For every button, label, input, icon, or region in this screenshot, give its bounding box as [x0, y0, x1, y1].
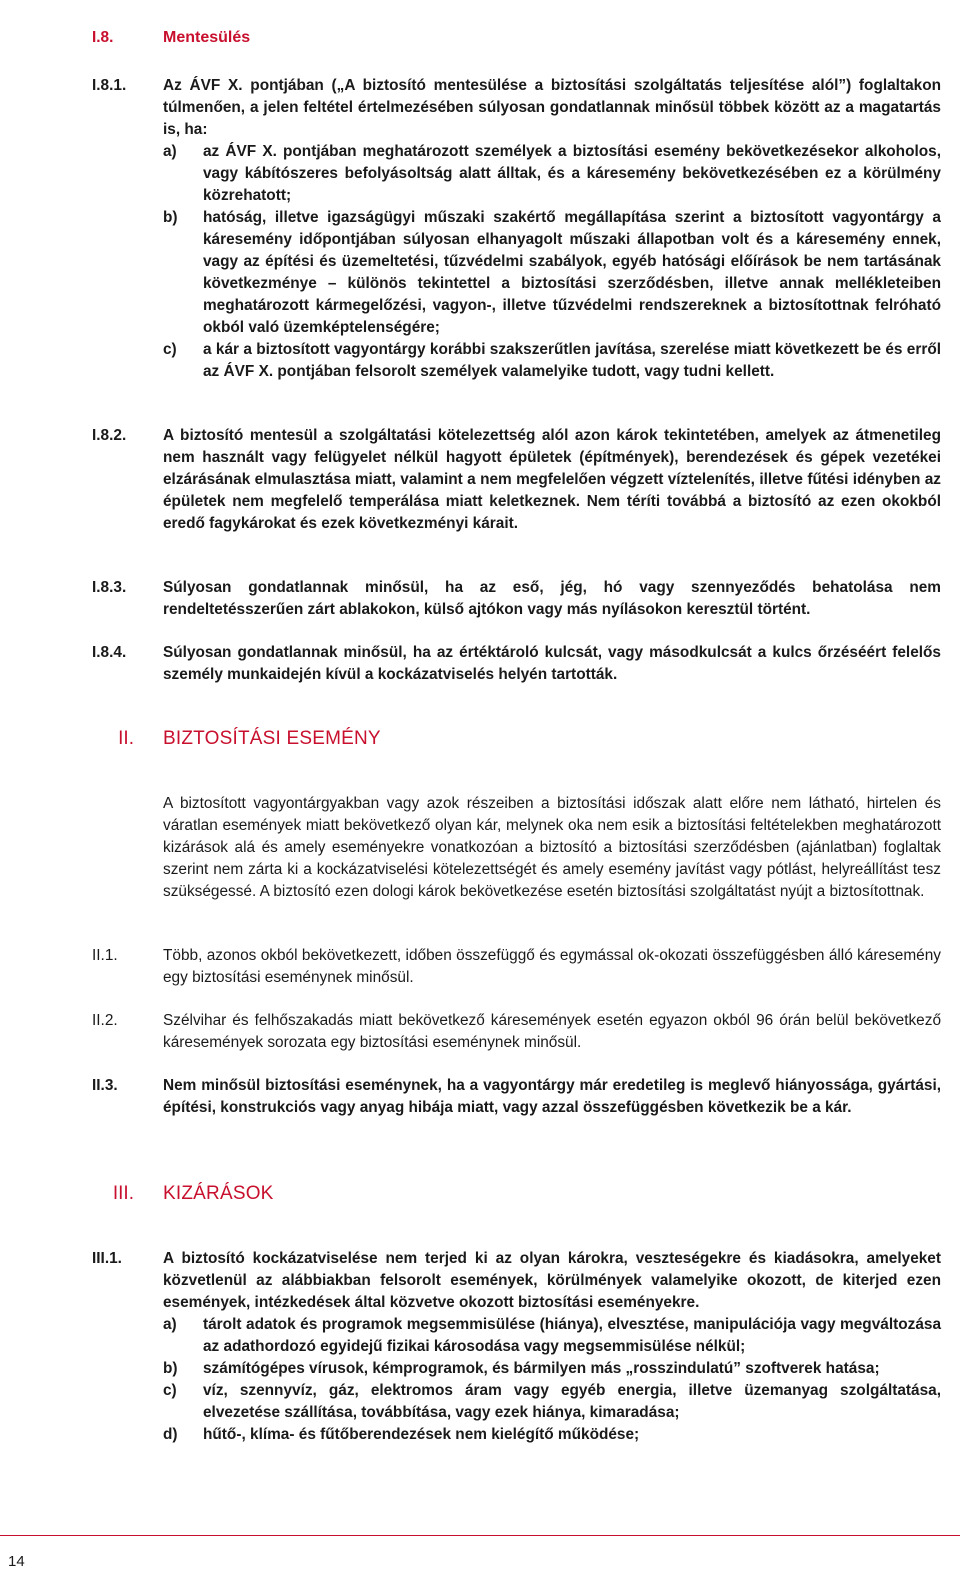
- list-text: hatóság, illetve igazságügyi műszaki szakértő megállapítása szerint a biztosított vagyontárgy a káresemény időpontjában súlyosan elhanyagolt műszaki állapotban volt és a káresemény ennek, vagy az építési és üzemeltetési, tűzvédelmi szabályok, egyéb hatósági előírások be nem tartásának következménye – különös tekintettel a biztosítási szerződésben, illetve annak mellékleteiben meghatározott kármegelőzési, vagyon-, illetve tűzvédelmi rendszereknek a biztosítottnak felróható okból való üzemképtelenségére;: [203, 209, 941, 336]
- list-label: a): [163, 1316, 177, 1333]
- list-text: a kár a biztosított vagyontárgy korábbi szakszerűtlen javítása, szerelése miatt következett be és erről az ÁVF X. pontjában felsorolt személyek valamelyike tudott, vagy tudni kellett.: [203, 341, 941, 380]
- list-item: [163, 1380, 941, 1424]
- paragraph: A biztosított vagyontárgyakban vagy azok részeiben a biztosítási időszak alatt előre nem látható, hirtelen és váratlan események miatt bekövetkező olyan kár, melynek oka nem esik a biztosítási feltételekben meghatározott kizárások alá és amely eseményekre vonatkozóan a biztosító a biztosítási szerződésben (ajánlatban) foglaltak szerint nem zárta ki a kockázatviselési kötelezettségét és amely esemény javítást vagy pótlást, helyreállítást tesz szükségessé. A biztosító ezen dologi károk bekövetkezése esetén biztosítási szolgáltatást nyújt a biztosítottnak.: [163, 795, 941, 900]
- section-title: Mentesülés: [163, 29, 251, 46]
- clause-number: I.8.3.: [92, 579, 127, 596]
- list-item: [163, 1424, 941, 1446]
- page-number: 14: [8, 1553, 25, 1570]
- clause-text: Nem minősül biztosítási eseménynek, ha a vagyontárgy már eredetileg is meglevő hiányossága, gyártási, építési, konstrukciós vagy anyag hibája miatt, vagy azzal összefüggésben következik be a kár.: [163, 1077, 941, 1116]
- section-title: BIZTOSÍTÁSI ESEMÉNY: [163, 728, 381, 749]
- list-item: [163, 1358, 941, 1380]
- section-number: II.: [118, 728, 134, 749]
- clause-text: A biztosító mentesül a szolgáltatási kötelezettség alól azon károk tekintetében, amelyek az átmenetileg nem használt vagy felügyelet nélkül hagyott épületek (építmények), berendezések és gépek vezetékei elzárásának elmulasztása miatt, valamint a nem megfelelően végzett víztelenítés, illetve fűtési idényben az épületek nem megfelelő temperálása miatt keletkeznek. Nem téríti továbbá a biztosító az ezen okokból eredő fagykárokat és ezek következményi kárait.: [163, 427, 941, 532]
- clause-number: I.8.1.: [92, 77, 127, 94]
- list-item: [163, 141, 941, 207]
- clause-body: [163, 75, 941, 383]
- clause-body: [163, 1248, 941, 1446]
- list-label: b): [163, 209, 178, 226]
- list-text: tárolt adatok és programok megsemmisülése (hiánya), elvesztése, manipulációja vagy megváltozása az adathordozó egyidejű fizikai károsodása vagy megsemmisülése nélkül;: [203, 1316, 941, 1355]
- clause-intro: A biztosító kockázatviselése nem terjed ki az olyan károkra, veszteségekre és kiadásokra, amelyeket közvetlenül az alábbiakban felsorolt események, körülmények valamelyike okozott, de kiterjed ezen események, intézkedések által közvetve okozott biztosítási eseményekre.: [163, 1250, 941, 1311]
- list-text: víz, szennyvíz, gáz, elektromos áram vagy egyéb energia, illetve üzemanyag szolgáltatása, elvezetése szállítása, továbbítása, vagy ezek hiánya, kimaradása;: [203, 1382, 941, 1421]
- list-label: a): [163, 143, 177, 160]
- clause-number: II.1.: [92, 947, 118, 964]
- clause-text: Szélvihar és felhőszakadás miatt bekövetkező káresemények esetén egyazon okból 96 órán belül bekövetkező káresemények sorozata egy biztosítási eseménynek minősül.: [163, 1012, 941, 1051]
- clause-text: Több, azonos okból bekövetkezett, időben összefüggő és egymással ok-okozati összefüggésben álló káresemény egy biztosítási eseménynek minősül.: [163, 947, 941, 986]
- clause-number: I.8.4.: [92, 644, 127, 661]
- clause-text: Súlyosan gondatlannak minősül, ha az eső, jég, hó vagy szennyeződés behatolása nem rendeltetésszerűen zárt ablakokon, külső ajtókon vagy más nyílásokon keresztül történt.: [163, 579, 941, 618]
- list-item: [163, 207, 941, 339]
- footer-divider: [0, 1535, 960, 1536]
- clause-number: III.1.: [92, 1250, 122, 1267]
- clause-number: II.2.: [92, 1012, 118, 1029]
- clause-text: Súlyosan gondatlannak minősül, ha az értéktároló kulcsát, vagy másodkulcsát a kulcs őrzéséért felelős személy munkaidején kívül a kockázatviselés helyén tartották.: [163, 644, 941, 683]
- clause-number: I.8.2.: [92, 427, 127, 444]
- list-text: hűtő-, klíma- és fűtőberendezések nem kielégítő működése;: [203, 1426, 640, 1443]
- list-label: b): [163, 1360, 178, 1377]
- list-label: d): [163, 1426, 178, 1443]
- clause-number: II.3.: [92, 1077, 118, 1094]
- list-label: c): [163, 1382, 177, 1399]
- list-label: c): [163, 341, 177, 358]
- list-text: az ÁVF X. pontjában meghatározott személyek a biztosítási esemény bekövetkezésekor alkoholos, vagy kábítószeres befolyásoltság alatt álltak, és a káresemény bekövetkezésében ez a körülmény közrehatott;: [203, 143, 941, 204]
- section-number: III.: [112, 1183, 134, 1204]
- list-item: [163, 339, 941, 383]
- section-number: I.8.: [92, 29, 114, 46]
- list-item: [163, 1314, 941, 1358]
- section-title: KIZÁRÁSOK: [163, 1183, 274, 1204]
- list-text: számítógépes vírusok, kémprogramok, és bármilyen más „rosszindulatú” szoftverek hatása;: [203, 1360, 880, 1377]
- clause-intro: Az ÁVF X. pontjában („A biztosító mentesülése a biztosítási szolgáltatás teljesítése alól”) foglaltakon túlmenően, a jelen feltétel értelmezésében súlyosan gondatlannak minősül többek között az a magatartás is, ha:: [163, 77, 941, 138]
